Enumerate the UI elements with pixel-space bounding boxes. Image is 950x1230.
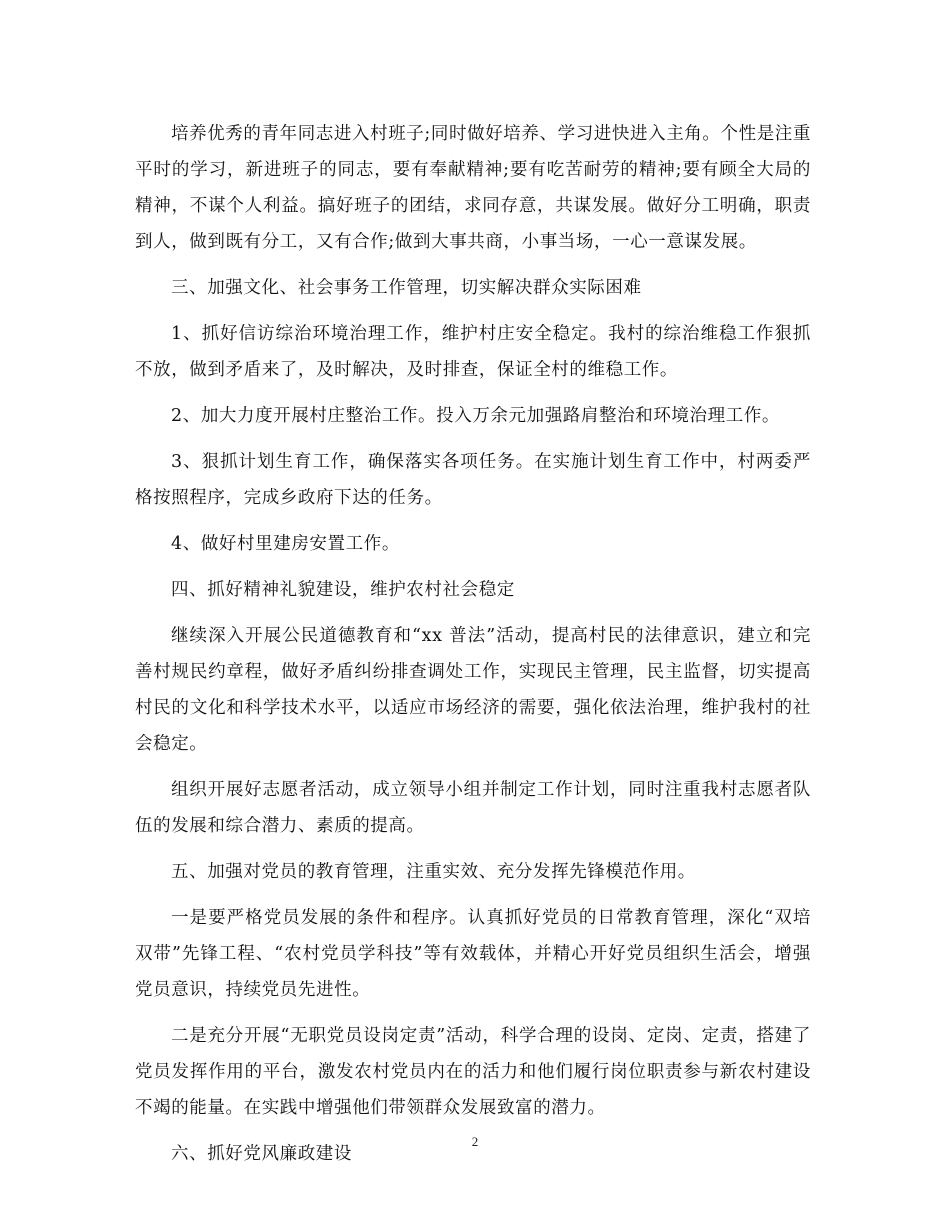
paragraph-housing-resettlement: 4、做好村里建房安置工作。 <box>171 534 400 554</box>
paragraph-petition-stability: 1、抓好信访综治环境治理工作，维护村庄安全稳定。我村的综治维稳工作狠抓不放，做到矛盾来了，及时解决，及时排查，保证全村的维稳工作。 <box>135 324 811 380</box>
paragraph-family-planning: 3、狠抓计划生育工作，确保落实各项任务。在实施计划生育工作中，村两委严格按照程序，完成乡政府下达的任务。 <box>135 452 811 508</box>
paragraph-post-responsibility: 二是充分开展“无职党员设岗定责”活动，科学合理的设岗、定岗、定责，搭建了党员发挥作用的平台，激发农村党员内在的活力和他们履行岗位职责参与新农村建设不竭的能量。在实践中增强他们带领群众发展致富的潜力。 <box>135 1026 811 1118</box>
document-body <box>135 116 811 1182</box>
paragraph-cadre-training: 培养优秀的青年同志进入村班子;同时做好培养、学习进快进入主角。个性是注重平时的学习，新进班子的同志，要有奉献精神;要有吃苦耐劳的精神;要有顾全大局的精神，不谋个人利益。搞好班子的团结，求同存意，共谋发展。做好分工明确，职责到人，做到既有分工，又有合作;做到大事共商，小事当场，一心一意谋发展。 <box>135 124 811 252</box>
paragraph-village-renovation: 2、加大力度开展村庄整治工作。投入万余元加强路肩整治和环境治理工作。 <box>171 406 781 426</box>
paragraph-member-development: 一是要严格党员发展的条件和程序。认真抓好党员的日常教育管理，深化“双培双带”先锋工程、“农村党员学科技”等有效载体，并精心开好党员组织生活会，增强党员意识，持续党员先进性。 <box>135 908 811 1000</box>
section-heading-party-members: 五、加强对党员的教育管理，注重实效、充分发挥先锋模范作用。 <box>171 862 696 882</box>
paragraph-legal-education: 继续深入开展公民道德教育和“xx 普法”活动，提高村民的法律意识，建立和完善村规民约章程，做好矛盾纠纷排查调处工作，实现民主管理，民主监督，切实提高村民的文化和科学技术水平，以适应市场经济的需要，强化依法治理，维护我村的社会稳定。 <box>135 626 811 754</box>
section-heading-culture-affairs: 三、加强文化、社会事务工作管理，切实解决群众实际困难 <box>171 278 642 298</box>
page-number: 2 <box>471 1134 479 1149</box>
section-heading-integrity: 六、抓好党风廉政建设 <box>171 1144 352 1164</box>
paragraph-volunteers: 组织开展好志愿者活动，成立领导小组并制定工作计划，同时注重我村志愿者队伍的发展和综合潜力、素质的提高。 <box>135 780 811 836</box>
section-heading-civility: 四、抓好精神礼貌建设，维护农村社会稳定 <box>171 580 515 600</box>
